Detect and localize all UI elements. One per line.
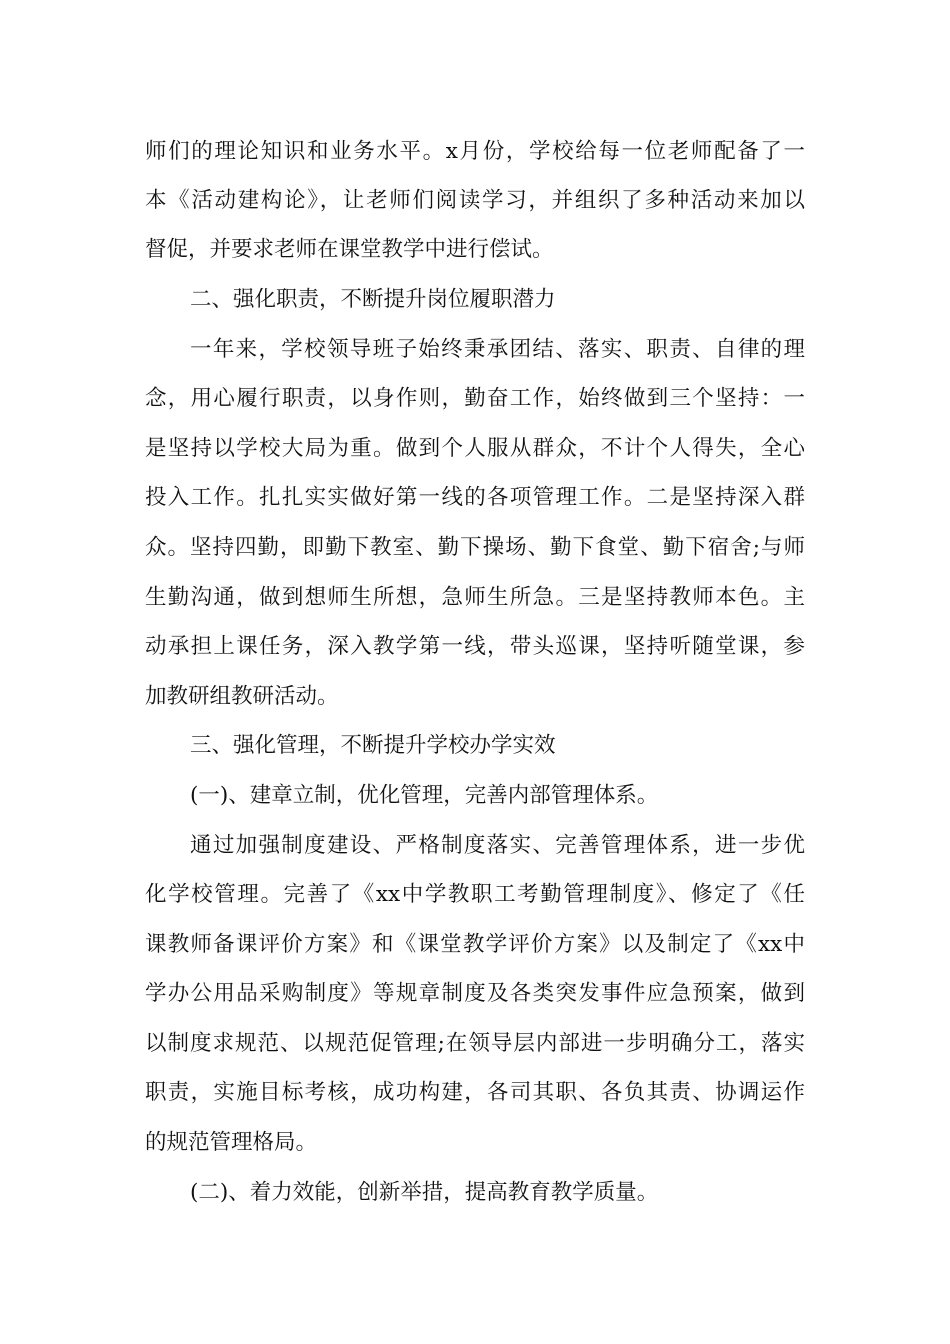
section-heading: 三、强化管理，不断提升学校办学实效 [190, 733, 556, 758]
paragraph-line: 投入工作。扎扎实实做好第一线的各项管理工作。二是坚持深入群 [145, 485, 805, 510]
paragraph-line: 课教师备课评价方案》和《课堂教学评价方案》以及制定了《xx中 [145, 932, 805, 957]
subsection-heading: (二)、着力效能，创新举措，提高教育教学质量。 [190, 1180, 659, 1205]
paragraph-line: 生勤沟通，做到想师生所想，急师生所急。三是坚持教师本色。主 [145, 585, 805, 610]
paragraph-line: 学办公用品采购制度》等规章制度及各类突发事件应急预案，做到 [145, 981, 805, 1006]
paragraph-line: 以制度求规范、以规范促管理;在领导层内部进一步明确分工，落实 [145, 1031, 805, 1056]
paragraph-line: 念，用心履行职责，以身作则，勤奋工作，始终做到三个坚持：一 [145, 386, 805, 411]
section-heading: 二、强化职责，不断提升岗位履职潜力 [190, 287, 556, 312]
paragraph-line: 动承担上课任务，深入教学第一线，带头巡课，坚持听随堂课，参 [145, 634, 805, 659]
paragraph-line: 的规范管理格局。 [145, 1130, 318, 1155]
paragraph-line: 督促，并要求老师在课堂教学中进行偿试。 [145, 237, 554, 262]
paragraph-line: 本《活动建构论》，让老师们阅读学习，并组织了多种活动来加以 [145, 188, 805, 213]
paragraph-line: 化学校管理。完善了《xx中学教职工考勤管理制度》、修定了《任 [145, 882, 805, 907]
paragraph-line: 通过加强制度建设、严格制度落实、完善管理体系，进一步优 [190, 833, 805, 858]
paragraph-line: 众。坚持四勤，即勤下教室、勤下操场、勤下食堂、勤下宿舍;与师 [145, 535, 805, 560]
subsection-heading: (一)、建章立制，优化管理，完善内部管理体系。 [190, 783, 659, 808]
paragraph-line: 是坚持以学校大局为重。做到个人服从群众，不计个人得失，全心 [145, 436, 805, 461]
paragraph-line: 职责，实施目标考核，成功构建，各司其职、各负其责、协调运作 [145, 1080, 805, 1105]
paragraph-line: 师们的理论知识和业务水平。x月份，学校给每一位老师配备了一 [145, 139, 805, 164]
paragraph-line: 加教研组教研活动。 [145, 684, 339, 709]
paragraph-line: 一年来，学校领导班子始终秉承团结、落实、职责、自律的理 [190, 337, 805, 362]
